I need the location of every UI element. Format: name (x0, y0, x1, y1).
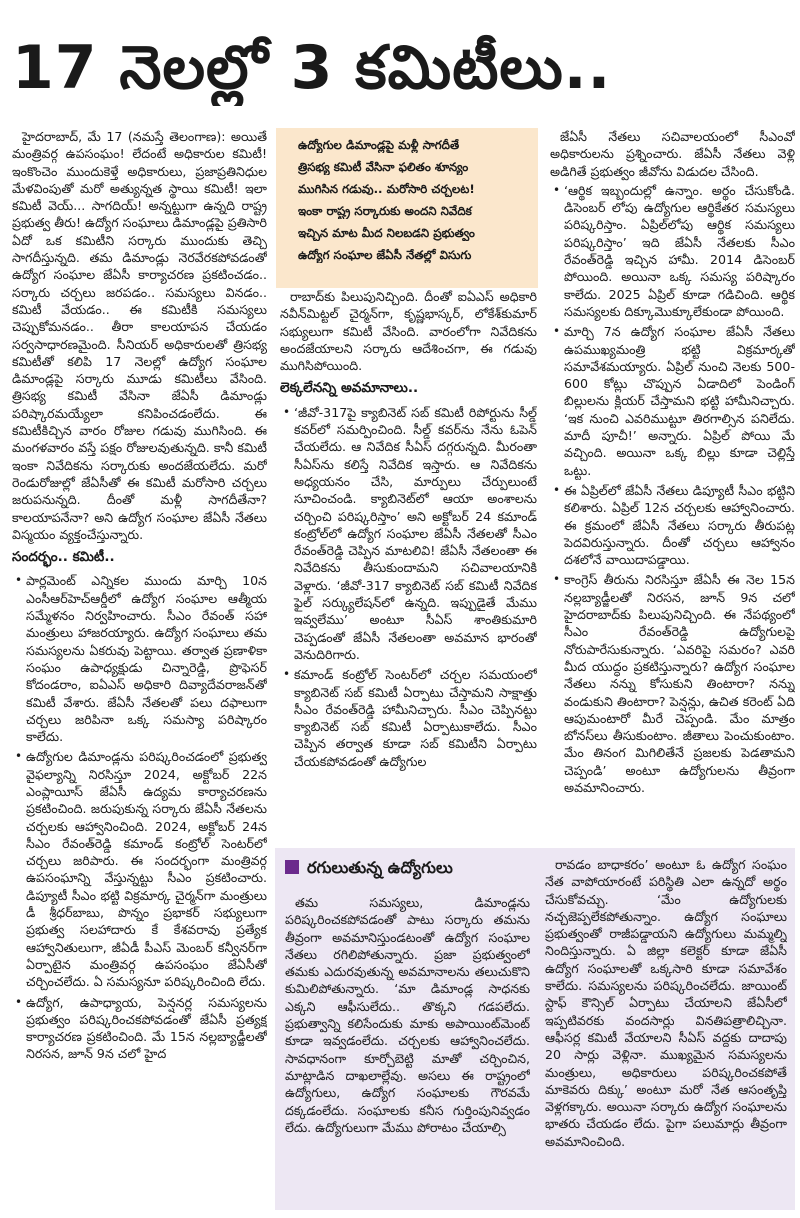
paragraph: రాబాద్‌కు పిలుపునిచ్చింది. దీంతో ఐఏఎస్ అధికారి నవీన్‌మిట్టల్ చైర్మన్‌గా, కృష్ణభాస్కర్, లోకేశ్‌కుమార్ సభ్యులుగా కమిటీ వేసింది. వారంలోగా నివేదికను అందజేయాలని సర్కారు ఆదేశించగా, ఈ గడువు ముగిసిపోయింది. (280, 289, 537, 374)
highlight-item: ▸ ఇచ్చిన మాట మీద నిలబడని ప్రభుత్వం (298, 226, 530, 241)
paragraph: జేఏసీ నేతలు సచివాలయంలో సీఎంవో అధికారులను ప్రశ్నించారు. జేఏసీ నేతలు వెళ్లి అడిగితే ప్రభుత్వం జీవోను విడుదల చేసింది. (550, 129, 795, 179)
bullet-paragraph: • ‘జీవో-317పై క్యాబినెట్ సబ్ కమిటీ రిపోర్టును సీల్డ్ కవర్‌లో సమర్పించింది. సీల్డ్ కవర్‌ను నేను ఓపెన్ చేయలేదు. ఆ నివేదిక సీఏస్ దగ్గరున్నది. మీరంతా సీఏస్‌ను కలిస్తే నివేదిక ఇస్తారు. ఆ నివేదికను అధ్యయనం చేసి, మార్పులు చేర్పులుంటే సూచించండి. క్యాబినెట్‌లో ఆయా అంశాలను చర్చించి పరిష్కరిస్తాం’ అని అక్టోబర్ 24 కమాండ్ కంట్రోల్‌లో ఉద్యోగ సంఘాల జేఏసీ నేతలతో సీఎం రేవంత్‌రెడ్డి చెప్పిన మాటలివి! జేఏసీ నేతలంతా ఈ నివేదికను తీసుకుందామని సచివాలయానికి వెళ్లారు. ‘జీవో-317 క్యాబినెట్ సబ్ కమిటీ నివేదిక ఫైల్ సర్క్యులేషన్‌లో ఉన్నది. ఇప్పుడైతే మేము ఇవ్వలేము’ అంటూ సీఏస్ శాంతికుమారి చెప్పడంతో జేఏసీ నేతలంతా అవమాన భారంతో వెనుదిరిగారు. (294, 404, 537, 663)
square-icon (285, 860, 299, 874)
box-column-2 (545, 856, 787, 1204)
highlight-item: ▸ ఉద్యోగుల డిమాండ్లపై మళ్లీ సాగదీతే (298, 138, 530, 153)
article-column-2 (280, 288, 537, 848)
bullet-paragraph: • ‘ఆర్థిక ఇబ్బందుల్లో ఉన్నాం. అర్థం చేసుకోండి. డిసెంబర్ లోపు ఉద్యోగుల ఆర్థికేతర సమస్యలు పరిష్కరిస్తాం. ఏప్రిల్‌లోపు ఆర్థిక సమస్యలు పరిష్కరిస్తాం’ ఇది జేఏసీ నేతలకు సీఎం రేవంత్‌రెడ్డి ఇచ్చిన హామీ. 2014 డిసెంబర్ పోయింది. అయినా ఒక్క సమస్య పరిష్కారం కాలేదు. 2025 ఏప్రిల్ కూడా గడిచింది. ఆర్థిక సమస్యలకు దిక్కూమొక్కూలేకుండా పోయింది. (564, 182, 795, 320)
box-column-1 (285, 894, 530, 1204)
highlight-item: ▸ ఉద్యోగ సంఘాల జేఏసీ నేతల్లో విసుగు (298, 248, 530, 263)
box-title-text: రగులుతున్న ఉద్యోగులు (307, 858, 453, 877)
paragraph: తమ సమస్యలు, డిమాండ్లను పరిష్కరించకపోవడంతో పాటు సర్కారు తమను తీవ్రంగా అవమానిస్తుండటంతో ఉద్యోగ సంఘాల నేతలు రగిలిపోతున్నారు. ప్రజా ప్రభుత్వంలో తమకు ఎదురవుతున్న అవమానాలను తలుచుకొని కుమిలిపోతున్నారు. ‘మా డిమాండ్ల సాధనకు ఎక్కని ఆఫీసులేదు.. తొక్కని గడపలేదు. ప్రభుత్వాన్ని కలిసేందుకు మాకు అపాయింట్‌మెంట్ కూడా ఇవ్వడంలేదు. చర్చలకు ఆహ్వానించలేదు. సావధానంగా కూర్చోబెట్టి మాతో చర్చించిన, మాట్లాడిన దాఖలాల్లేవు. అసలు ఈ రాష్ట్రంలో ఉద్యోగులు, ఉద్యోగ సంఘాలకు గౌరవమే దక్కడంలేదు. సంఘాలకు కనీస గుర్తింపునివ్వడం లేదు. ఉద్యోగులుగా మేము పోరాటం చేయాల్సి (285, 895, 530, 1135)
subheading: సందర్భం.. కమిటీ.. (12, 549, 115, 566)
bullet-paragraph: • ఉద్యోగుల డిమాండ్లను పరిష్కరించడంలో ప్రభుత్వ వైఫల్యాన్ని నిరసిస్తూ 2024, అక్టోబర్ 22న ఎంప్లాయీస్ జేఏసీ ఉద్యమ కార్యాచరణను ప్రకటించింది. జరుపుకున్న సర్కారు జేఏసీ నేతలను చర్చలకు ఆహ్వానించింది. 2024, అక్టోబర్ 24న సీఎం రేవంత్‌రెడ్డి కమాండ్ కంట్రోల్ సెంటర్‌లో చర్చలు జరిపారు. ఈ సందర్భంగా మంత్రివర్గ ఉపసంఘాన్ని వేస్తున్నట్టు సీఎం ప్రకటించారు. డిప్యూటీ సీఎం భట్టి విక్రమార్క చైర్మన్‌గా మంత్రులు డీ శ్రీధర్‌బాబు, పొన్నం ప్రభాకర్ సభ్యులుగా ప్రభుత్వ సలహాదారు కే కేశవరావు ప్రత్యేక ఆహ్వానితులుగా, జీఏడీ పీఎస్ మెంబర్ కన్వీనర్‌గా ఏర్పాటైన మంత్రివర్గ ఉపసంఘం జేఏసీతో చర్చించలేదు. ఏ సమస్యనూ పరిష్కరించింది లేదు. (26, 748, 267, 990)
bullet-paragraph: • మార్చి 7న ఉద్యోగ సంఘాల జేఏసీ నేతలు ఉపముఖ్యమంత్రి భట్టి విక్రమార్కతో సమావేశమయ్యారు. ఏప్రిల్ నుంచి నెలకు 500-600 కోట్లు చొప్పున ఏడాదిలో పెండింగ్ బిల్లులను క్లియర్ చేస్తామని భట్టి హామీనిచ్చారు. ‘ఇక నుంచి ఎవరిముట్టూ తిరగాల్సిన పనిలేదు. మాదీ పూచీ!’ అన్నారు. ఏప్రిల్ పోయి మే వచ్చింది. అయినా ఒక్క బిల్లు కూడా చెల్లిస్తే ఒట్టు. (564, 323, 795, 479)
highlight-item: ▸ త్రిసభ్య కమిటీ వేసినా ఫలితం శూన్యం (298, 160, 530, 175)
article-column-1 (12, 128, 267, 1213)
bullet-paragraph: • పార్లమెంట్ ఎన్నికల ముందు మార్చి 10న ఎంసీఆర్‌హెచ్‌ఆర్డీలో ఉద్యోగ సంఘాల ఆత్మీయ సమ్మేళనం నిర్వహించారు. సీఎం రేవంత్ సహా మంత్రులు హాజరయ్యారు. ఉద్యోగ సంఘాలు తమ సమస్యలను ఏకరువు పెట్టాయి. తర్వాత ప్రణాళికా సంఘం ఉపాధ్యక్షుడు చిన్నారెడ్డి, ప్రొఫెసర్ కోదండరాం, ఐఏఎస్ అధికారి దివ్యాదేవరాజన్‌తో కమిటీ వేశారు. జేఏసీ నేతలతో పలు దఫాలుగా చర్చలు జరిపినా ఒక్క సమస్యా పరిష్కారం కాలేదు. (26, 572, 267, 745)
bullet-paragraph: • ఉద్యోగ, ఉపాధ్యాయ, పెన్షనర్ల సమస్యలను ప్రభుత్వం పరిష్కరించకపోవడంతో జేఏసీ ప్రత్యక్ష కార్యాచరణ ప్రకటించింది. మే 15న నల్లబ్యాడ్జీలతో నిరసన, జూన్ 9న చలో హైద (26, 994, 267, 1063)
highlight-item: ▸ ముగిసిన గడువు.. మరోసారి చర్చలట! (298, 182, 530, 197)
sidebar-box (275, 848, 795, 1210)
bullet-paragraph: • కమాండ్ కంట్రోల్ సెంటర్‌లో చర్చల సమయంలో క్యాబినెట్ సబ్ కమిటీ ఏర్పాటు చేస్తామని సాక్షాత్తు సీఎం రేవంత్‌రెడ్డి హామీనిచ్చారు. సీఎం చెప్పినట్టు క్యాబినెట్ సబ్ కమిటీ ఏర్పాటుకాలేదు. సీఎం చెప్పిన తర్వాత కూడా సబ్ కమిటీని ఏర్పాటు చేయకపోవడంతో ఉద్యోగుల (294, 666, 537, 770)
article-column-3 (550, 128, 795, 848)
highlights-box (276, 128, 538, 288)
paragraph: రావడం బాధాకరం’ అంటూ ఓ ఉద్యోగ సంఘం నేత వాపోయారంటే పరిస్థితి ఎలా ఉన్నదో అర్థం చేసుకోవచ్చు. ‘మేం ఉద్యోగులకు నచ్చజెప్పలేకపోతున్నాం. ఉద్యోగ సంఘాలు ప్రభుత్వంతో రాజీపడ్డాయని ఉద్యోగులు మమ్మల్ని నిందిస్తున్నారు. ఏ జిల్లా కలెక్టర్ కూడా జేఏసీ ఉద్యోగ సంఘాలతో ఒక్కసారి కూడా సమావేశం కాలేదు. సమస్యలను పరిష్కరించలేదు. జాయింట్ స్టాఫ్ కౌన్సిల్ ఏర్పాటు చేయాలని జేఏసీలో ఇప్పటివరకు వందసార్లు వినతిపత్రాలిచ్చినా. ఆఫీసర్ల కమిటీ వేయాలని సీఏస్ వద్దకు దాదాపు 20 సార్లు వెళ్లినా. ముఖ్యమైన సమస్యలను మంత్రులు, అధికారులు పరిష్కరించకపోతే మాకెవరు దిక్కు’ అంటూ మరో నేత ఆసంతృప్తి వెళ్లగక్కారు. అయినా సర్కారు ఉద్యోగ సంఘాలను భాతరు చేయడం లేదు. పైగా పలుమార్లు తీవ్రంగా అవమానించింది. (545, 857, 787, 1149)
bullet-paragraph: • కాంగ్రెస్ తీరును నిరసిస్తూ జేఏసీ ఈ నెల 15న నల్లబ్యాడ్జీలతో నిరసన, జూన్ 9న చలో హైదరాబాద్‌కు పిలుపునిచ్చింది. ఈ నేపథ్యంలో సీఎం రేవంత్‌రెడ్డి ఉద్యోగులపై నోరుపారేసుకున్నారు. ‘ఎవరిపై సమరం? ఎవరి మీద యుద్ధం ప్రకటిస్తున్నారు? ఉద్యోగ సంఘాల నేతలు నన్ను కోసుకుని తింటారా? నన్ను వండుకుని తింటారా? పెన్షన్లు, ఉచిత కరెంట్ ఏది ఆపుమంటారో మీరే చెప్పండి. మేం మాత్రం బోనస్‌లు తీసుకుంటాం. జీతాలు పెంచుకుంటాం. మేం తినంగ మిగిలితేనే ప్రజలకు పెడతామని చెప్పండి’ అంటూ ఉద్యోగులను తీవ్రంగా అవమానించారు. (564, 571, 795, 796)
bullet-paragraph: • ఈ ఏప్రిల్‌లో జేఏసీ నేతలు డిప్యూటీ సీఎం భట్టిని కలిశారు. ఏప్రిల్ 12న చర్చలకు ఆహ్వానించారు. ఈ క్రమంలో జేఏసీ నేతలు సర్కారు తీరుపట్ల పెదవిరుస్తున్నారు. దీంతో చర్చలు ఆహ్వానం దశలోనే వాయిదాపడ్డాయి. (564, 482, 795, 568)
headline: 17 నెలల్లో 3 కమిటీలు.. (12, 33, 612, 103)
highlight-item: ▸ ఇంకా రాష్ట్ర సర్కారుకు అందని నివేదిక (298, 204, 530, 219)
intro-paragraph: హైదరాబాద్, మే 17 (నమస్తే తెలంగాణ): అయితే మంత్రివర్గ ఉపసంఘం! లేదంటే అధికారుల కమిటీ! ఇంకొంచెం ముందుకెళ్తే అధికారులు, ప్రజాప్రతినిధుల మేళవింపుతో మరో అత్యున్నత స్థాయి కమిటీ! ఇలా కమిటీ వెయ్... సాగదియ్! అన్నట్టుగా ఉన్నది రాష్ట్ర ప్రభుత్వ తీరు! ఉద్యోగ సంఘాలు డిమాండ్లపై ప్రతిసారి ఏదో ఒక కమిటీని సర్కారు ముందుకు తెచ్చి సాగదీస్తున్నది. తమ డిమాండ్లు నెరవేరకపోవడంతో ఉద్యోగ సంఘాల జేఏసీ కార్యాచరణ ప్రకటించడం.. సర్కారు చర్చలు జరపడం.. సమస్యలు వినడం.. కమిటీ వేయడం.. ఈ కమిటీకి సమస్యలు చెప్పుకోమనడం.. తీరా కాలయాపన చేయడం సర్వసాధారణమైంది. సీనియర్ అధికారులతో త్రిసభ్య కమిటీతో కలిపి 17 నెలల్లో ఉద్యోగ సంఘాల డిమాండ్లపై సర్కారు మూడు కమిటీలు వేసింది. త్రిసభ్య కమిటీ వేసినా జేఏసీ డిమాండ్లు పరిష్కారమయ్యేలా కనిపించడంలేదు. ఈ కమిటీకిచ్చిన వారం రోజుల గడువు ముగిసింది. ఈ మంగళవారం వస్తే పక్షం రోజులవుతున్నది. కానీ కమిటీ ఇంకా నివేదికను సర్కారుకు అందజేయలేదు. మరో రెండురోజుల్లో జేఏసీతో ఈ కమిటీ మరోసారి చర్చలు జరుపనున్నది. దీంతో మళ్లీ సాగదీతేనా? కాలయాపనేనా? అని ఉద్యోగ సంఘాల జేఏసీ నేతలు విస్మయం వ్యక్తంచేస్తున్నారు. (12, 129, 267, 542)
subheading: లెక్కలేనన్ని అవమానాలు.. (280, 380, 419, 397)
box-title (285, 858, 453, 881)
